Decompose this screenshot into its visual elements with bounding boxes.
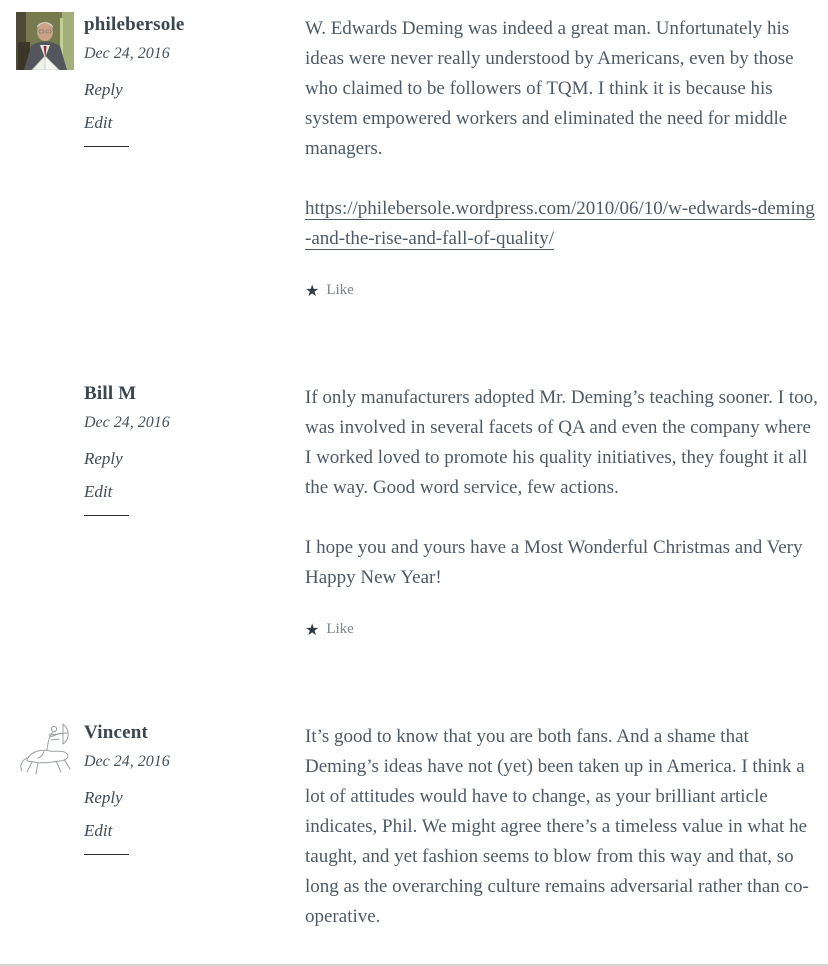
edit-link[interactable]: Edit — [84, 821, 113, 840]
comment-author: philebersole — [84, 14, 185, 35]
star-icon: ★ — [305, 280, 320, 300]
comment-content — [305, 381, 820, 638]
comment-paragraph: If only manufacturers adopted Mr. Deming’s teaching sooner. I too, was involved in several facets of QA and even the company where I worked loved to promote his quality initiatives, they fought it all the way. Good word service, few actions. — [305, 387, 818, 498]
meta-divider — [84, 515, 129, 516]
comment-date-link[interactable]: Dec 24, 2016 — [84, 45, 170, 62]
comment-author: Bill M — [84, 383, 137, 404]
comment-link-paragraph — [305, 194, 820, 254]
comment-meta — [84, 720, 305, 962]
comment-date-link[interactable]: Dec 24, 2016 — [84, 414, 170, 431]
avatar-cell — [16, 12, 84, 299]
reply-link[interactable]: Reply — [84, 449, 123, 468]
like-button[interactable] — [305, 621, 354, 638]
comment-content — [305, 720, 820, 962]
edit-link[interactable]: Edit — [84, 113, 113, 132]
meta-divider — [84, 146, 129, 147]
reply-link[interactable]: Reply — [84, 80, 123, 99]
comment-paragraph: I hope you and yours have a Most Wonderful Christmas and Very Happy New Year! — [305, 537, 803, 588]
reply-link[interactable]: Reply — [84, 788, 123, 807]
comment-date-link[interactable]: Dec 24, 2016 — [84, 753, 170, 770]
comment-meta — [84, 381, 305, 638]
comment-paragraph: It’s good to know that you are both fans. And a shame that Deming’s ideas have not (yet) been taken up in America. I think a lot of attitudes would have to change, as your brilliant article indicates, Phil. We might agree there’s a timeless value in what he taught, and yet fashion seems to blow from this way and that, so long as the overarching culture remains adversarial rather than co-operative. — [305, 726, 809, 927]
comment-vincent — [16, 720, 820, 962]
comment-philebersole — [16, 12, 820, 299]
avatar-cell-empty — [16, 381, 84, 638]
comment-author: Vincent — [84, 722, 149, 743]
comment-paragraph: W. Edwards Deming was indeed a great man. Unfortunately his ideas were never really understood by Americans, even by those who claimed to be followers of TQM. I think it is because his system empowered workers and eliminated the need for middle managers. — [305, 18, 794, 159]
edit-link[interactable]: Edit — [84, 482, 113, 501]
avatar-cell — [16, 720, 84, 962]
meta-divider — [84, 854, 129, 855]
comment-body-link[interactable]: https://philebersole.wordpress.com/2010/06/10/w-edwards-deming-and-the-rise-and-fall-of-quality/ — [305, 198, 815, 249]
vincent-avatar-centaur-icon — [16, 720, 74, 778]
comment-meta — [84, 12, 305, 299]
like-button[interactable] — [305, 282, 354, 299]
like-label: Like — [326, 621, 354, 637]
comment-bill-m — [16, 381, 820, 638]
like-label: Like — [326, 282, 354, 298]
philebersole-avatar-photo-icon — [16, 12, 74, 70]
comment-content — [305, 12, 820, 299]
star-icon: ★ — [305, 619, 320, 639]
